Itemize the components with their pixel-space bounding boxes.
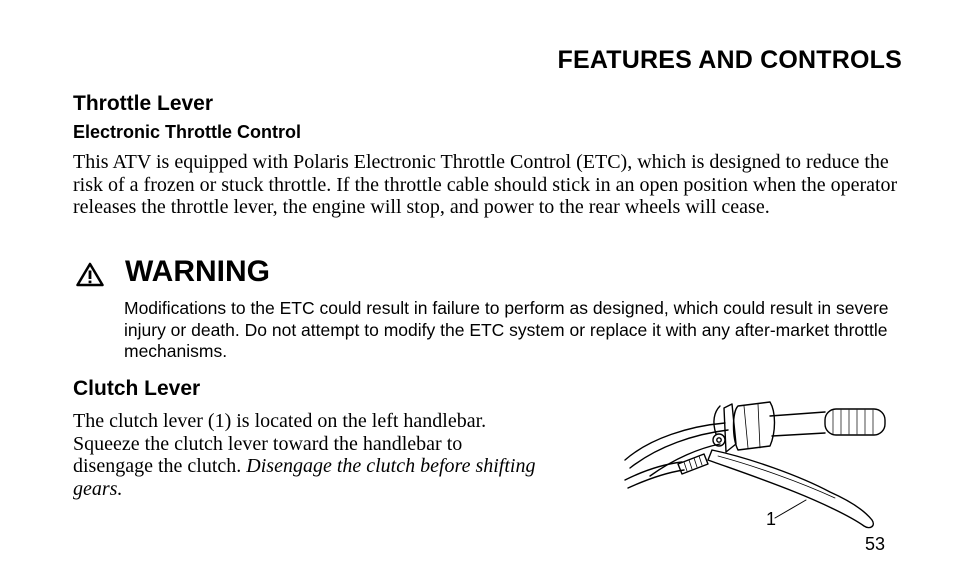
clutch-paragraph	[73, 410, 543, 500]
throttle-lever-heading: Throttle Lever	[73, 92, 214, 115]
clutch-paragraph-text: The clutch lever (1) is located on the left handlebar. Squeeze the clutch lever toward the handlebar to disengage the clutch.	[73, 410, 487, 477]
clutch-lever-illustration	[620, 398, 895, 533]
page-number: 53	[865, 534, 886, 554]
etc-paragraph: This ATV is equipped with Polaris Electronic Throttle Control (ETC), which is designed to reduce the risk of a frozen or stuck throttle. If the throttle cable should stick in an open position when the operator releases the throttle lever, the engine will stop, and power to the rear wheels will cease.	[73, 151, 898, 218]
warning-triangle-icon	[76, 262, 104, 287]
etc-subheading: Electronic Throttle Control	[73, 122, 302, 142]
clutch-paragraph-emphasis: Disengage the clutch before shifting gears.	[73, 455, 536, 500]
warning-text: Modifications to the ETC could result in failure to perform as designed, which could result in severe injury or death. Do not attempt to modify the ETC system or replace it with any after-market throttle mechanisms.	[124, 298, 889, 361]
figure-callout-label: 1	[766, 509, 777, 529]
clutch-lever-heading: Clutch Lever	[73, 377, 201, 400]
section-title: FEATURES AND CONTROLS	[557, 46, 902, 74]
warning-title: WARNING	[125, 255, 270, 288]
